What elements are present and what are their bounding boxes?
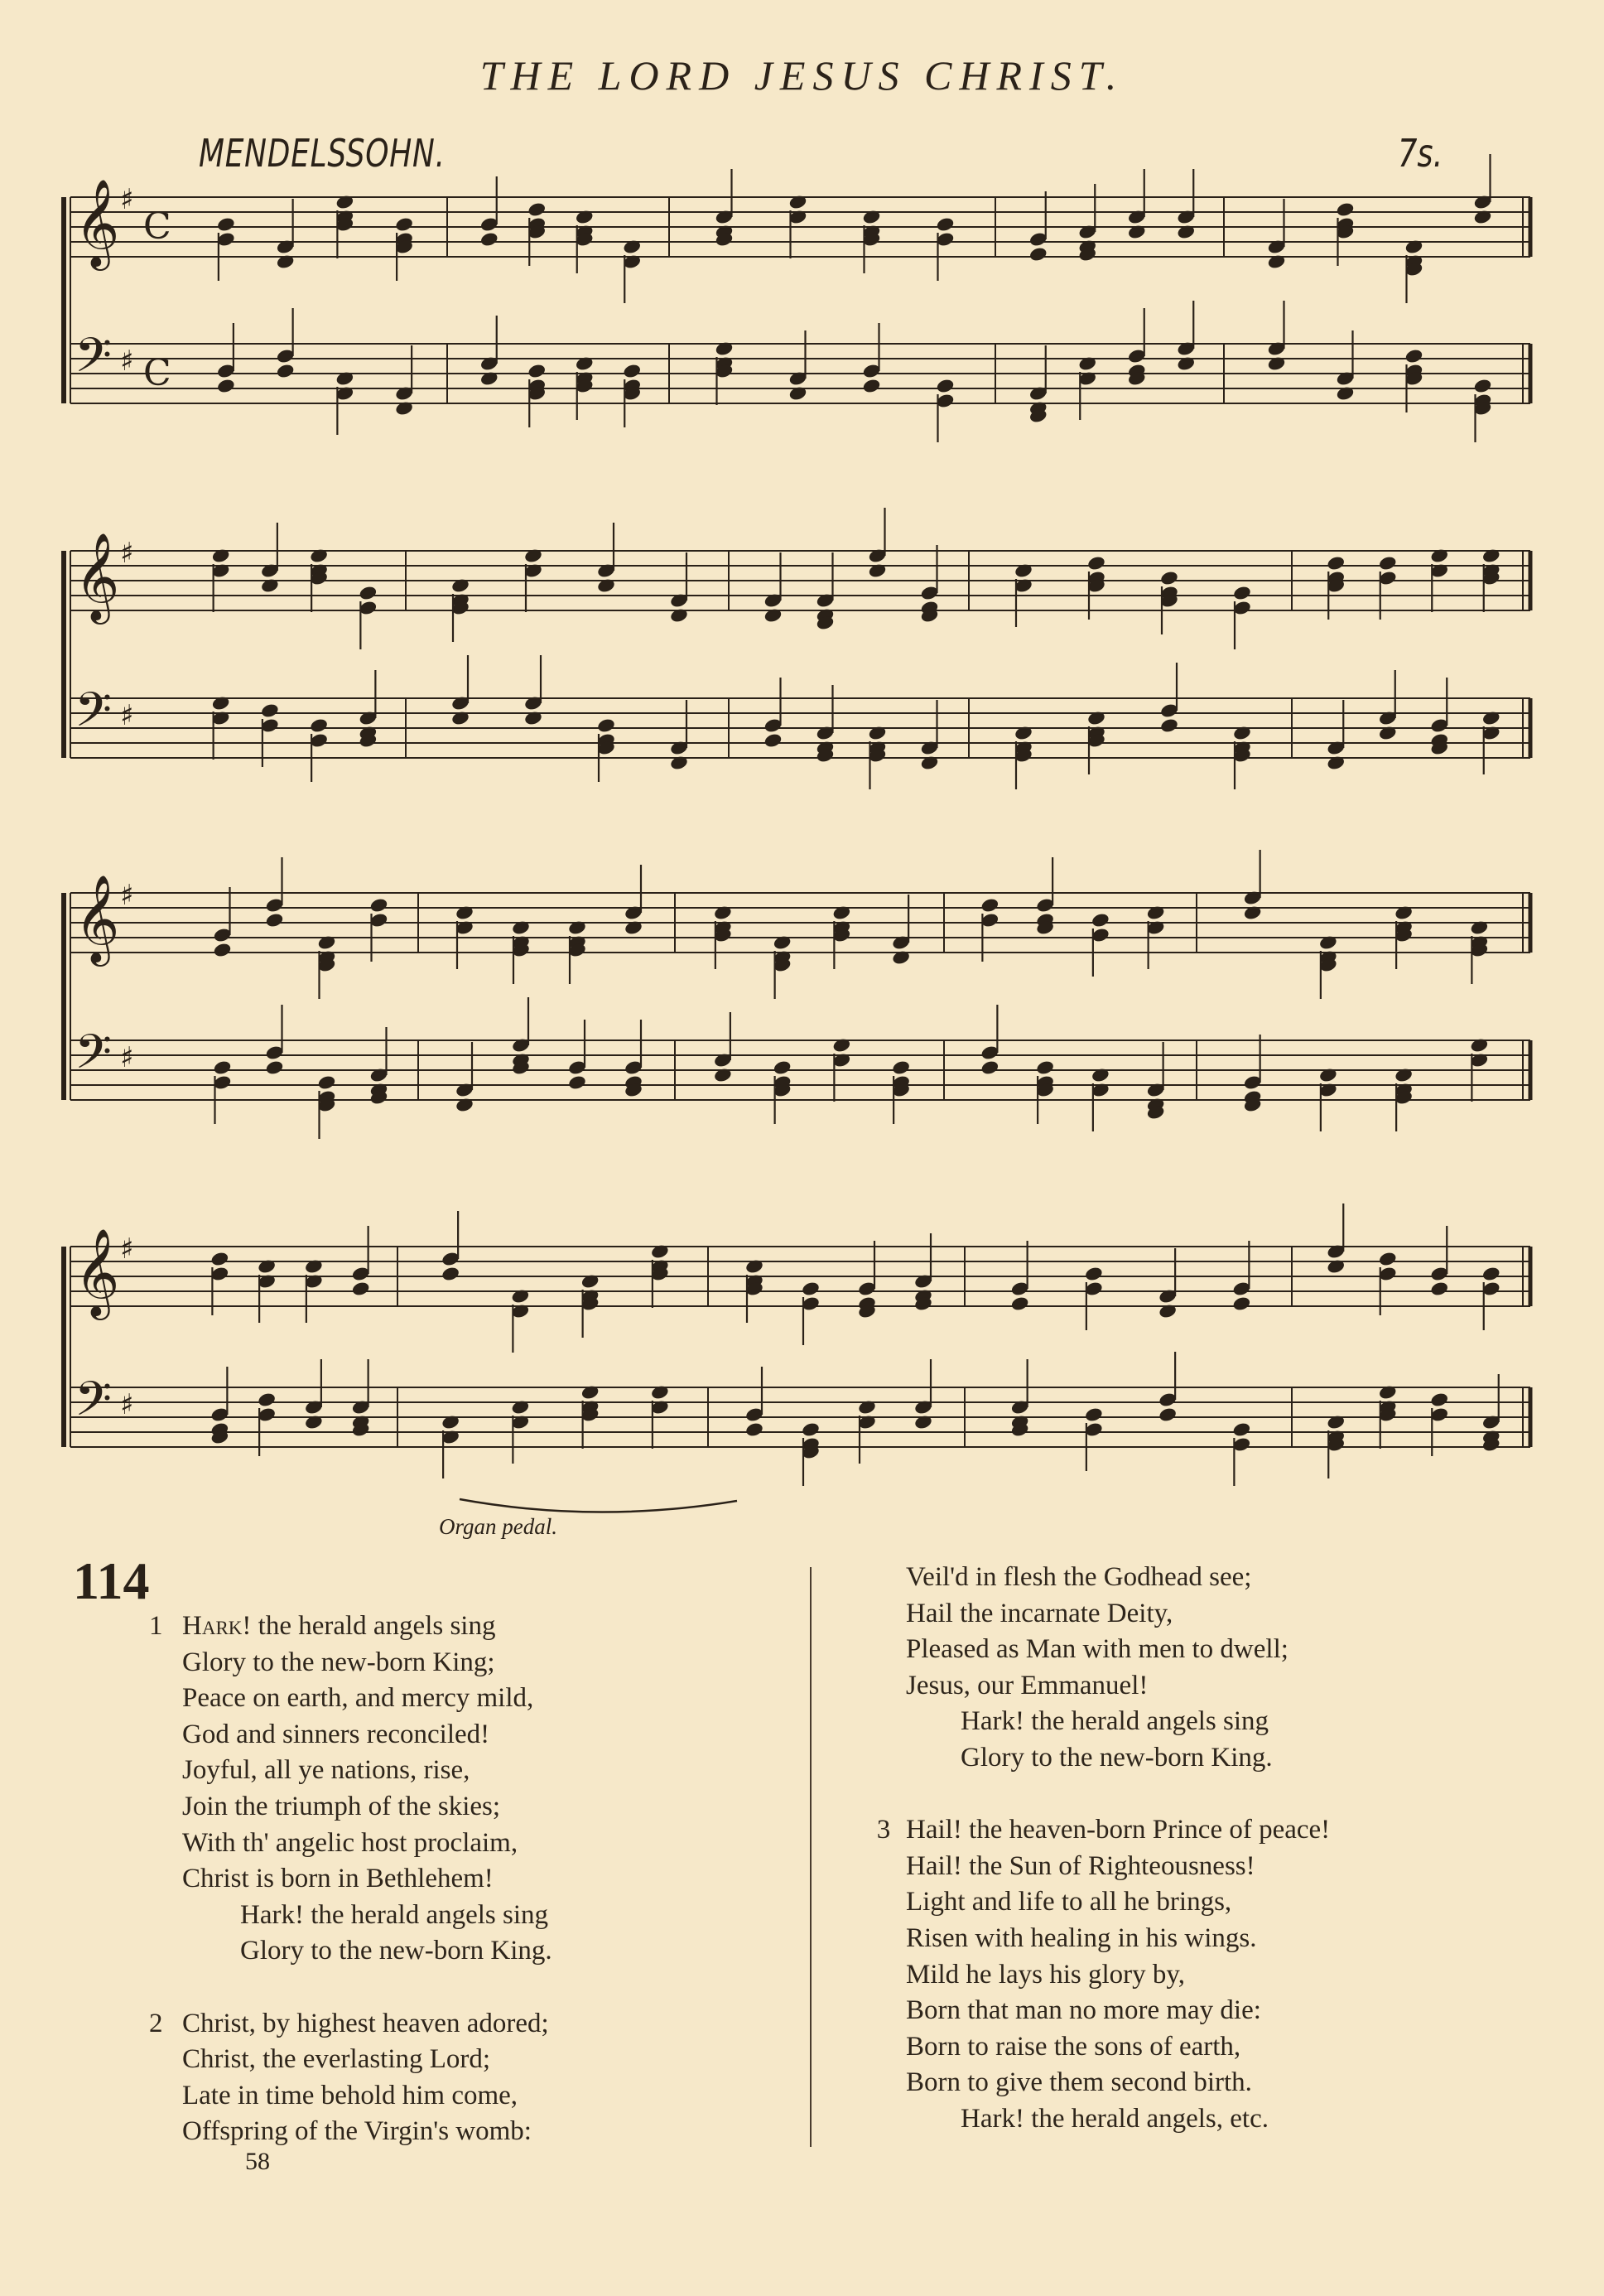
note-head bbox=[1084, 1266, 1104, 1282]
note-head bbox=[216, 216, 236, 233]
note-head bbox=[1232, 585, 1252, 601]
verse-refrain-line: Glory to the new-born King. bbox=[240, 1936, 552, 1966]
verse-line: Offspring of the Virgin's womb: bbox=[182, 2116, 532, 2147]
note-head bbox=[257, 1392, 277, 1408]
page-number: 58 bbox=[245, 2148, 270, 2175]
note-head bbox=[773, 1059, 792, 1076]
note-head bbox=[309, 717, 329, 734]
verse-line bbox=[861, 1812, 1330, 1849]
verse-line: Born to give them second birth. bbox=[906, 2067, 1252, 2098]
clef-symbol: 𝄢 bbox=[75, 1371, 113, 1439]
verse-line: Born to raise the sons of earth, bbox=[906, 2031, 1241, 2062]
note-head bbox=[369, 897, 389, 914]
note-head bbox=[1159, 717, 1179, 734]
verse-first-word: Hark bbox=[182, 1611, 243, 1641]
clef-symbol: 𝄞 bbox=[75, 1228, 120, 1316]
note-head bbox=[801, 1281, 821, 1297]
verse-line: Christ, the everlasting Lord; bbox=[182, 2044, 491, 2075]
note-head bbox=[801, 1421, 821, 1438]
key-signature: ♯ bbox=[120, 1041, 134, 1074]
verse-line: Joyful, all ye nations, rise, bbox=[182, 1755, 470, 1786]
note-head bbox=[265, 1059, 285, 1076]
note-head bbox=[1086, 555, 1106, 572]
clef-symbol: 𝄞 bbox=[75, 532, 120, 620]
verse-line bbox=[149, 1609, 552, 1645]
verse-line: Christ is born in Bethlehem! bbox=[182, 1864, 494, 1894]
note-head bbox=[1159, 570, 1179, 586]
note-head bbox=[1010, 1295, 1030, 1312]
note-head bbox=[1084, 1406, 1104, 1423]
clef-symbol: 𝄢 bbox=[75, 1024, 113, 1092]
verse-column-right bbox=[861, 1560, 1330, 2138]
time-signature: C bbox=[143, 205, 171, 248]
note-head bbox=[317, 1074, 337, 1091]
tune-composer: MENDELSSOHN. bbox=[199, 131, 446, 176]
note-head bbox=[213, 942, 233, 958]
note-head bbox=[527, 363, 547, 379]
note-head bbox=[596, 717, 616, 734]
verse-line: Mild he lays his glory by, bbox=[906, 1959, 1186, 1990]
verse-refrain-line: Hark! the herald angels sing bbox=[240, 1899, 549, 1930]
verse-column-left bbox=[149, 1609, 552, 2150]
verse-line: Born that man no more may die: bbox=[906, 1995, 1261, 2026]
note-head bbox=[359, 585, 378, 601]
verse-line: With th' angelic host proclaim, bbox=[182, 1827, 518, 1858]
verse-line: Peace on earth, and mercy mild, bbox=[182, 1683, 534, 1714]
verse-line: Glory to the new-born King; bbox=[182, 1647, 495, 1677]
note-head bbox=[1028, 246, 1048, 263]
note-head bbox=[891, 1059, 911, 1076]
tune-meter: 7s. bbox=[1398, 131, 1443, 176]
clef-symbol: 𝄢 bbox=[75, 327, 113, 395]
verse-line: Late in time behold him come, bbox=[182, 2080, 518, 2110]
verse-line: Veil'd in flesh the Godhead see; bbox=[906, 1562, 1252, 1592]
clef-symbol: 𝄢 bbox=[75, 682, 113, 750]
note-head bbox=[351, 1281, 371, 1297]
note-head bbox=[479, 231, 499, 248]
note-head bbox=[276, 363, 296, 379]
note-head bbox=[527, 201, 547, 218]
verse-refrain-line: Glory to the new-born King. bbox=[961, 1742, 1273, 1773]
note-head bbox=[622, 363, 642, 379]
note-head bbox=[1326, 555, 1346, 572]
verse-line: Join the triumph of the skies; bbox=[182, 1791, 501, 1821]
key-signature: ♯ bbox=[120, 699, 134, 732]
verse-line: God and sinners reconciled! bbox=[182, 1719, 490, 1749]
note-head bbox=[936, 378, 956, 394]
note-head bbox=[862, 378, 882, 394]
note-head bbox=[1091, 912, 1110, 929]
pedal-slur bbox=[460, 1499, 737, 1512]
verse-refrain-line: Hark! the herald angels, etc. bbox=[961, 2103, 1269, 2134]
note-head bbox=[1232, 1421, 1252, 1438]
key-signature: ♯ bbox=[120, 1232, 134, 1266]
note-head bbox=[441, 1266, 460, 1282]
note-head bbox=[1232, 1295, 1252, 1312]
verse-line: Pleased as Man with men to dwell; bbox=[906, 1634, 1288, 1665]
verse-line: Light and life to all he brings, bbox=[906, 1887, 1232, 1917]
note-head bbox=[763, 732, 783, 749]
note-head bbox=[1473, 378, 1493, 394]
note-head bbox=[1429, 1281, 1449, 1297]
note-head bbox=[980, 897, 1000, 914]
verse-line bbox=[149, 2006, 552, 2043]
verse-line-text: ! the herald angels sing bbox=[242, 1611, 496, 1641]
note-head bbox=[744, 1421, 764, 1438]
note-head bbox=[1035, 1059, 1055, 1076]
verse-number: 1 bbox=[149, 1611, 163, 1641]
column-divider bbox=[810, 1567, 812, 2147]
key-signature: ♯ bbox=[120, 537, 134, 570]
verse-number: 2 bbox=[149, 2008, 163, 2038]
key-signature: ♯ bbox=[120, 1388, 134, 1421]
key-signature: ♯ bbox=[120, 183, 134, 216]
note-head bbox=[213, 1059, 233, 1076]
organ-pedal-marking: Organ pedal. bbox=[439, 1514, 557, 1539]
note-head bbox=[1378, 1251, 1398, 1267]
note-head bbox=[394, 216, 414, 233]
note-head bbox=[980, 1059, 1000, 1076]
clef-symbol: 𝄞 bbox=[75, 178, 120, 267]
time-signature: C bbox=[143, 352, 171, 394]
verse-number: 3 bbox=[876, 1815, 891, 1845]
verse-line: Jesus, our Emmanuel! bbox=[906, 1670, 1149, 1700]
note-head bbox=[210, 1251, 230, 1267]
hymn-number: 114 bbox=[73, 1551, 150, 1610]
clef-symbol: 𝄞 bbox=[75, 874, 120, 962]
verse-line-text: Christ, by highest heaven adored; bbox=[182, 2008, 549, 2038]
note-head bbox=[1336, 201, 1356, 218]
verse-line-text: Hail! the heaven-born Prince of peace! bbox=[906, 1815, 1331, 1845]
note-head bbox=[1481, 1266, 1501, 1282]
note-head bbox=[1429, 1392, 1449, 1408]
running-title: THE LORD JESUS CHRIST. bbox=[479, 52, 1125, 99]
note-head bbox=[265, 912, 285, 929]
verse-line: Hail! the Sun of Righteousness! bbox=[906, 1850, 1255, 1881]
note-head bbox=[1158, 1406, 1178, 1423]
note-head bbox=[936, 216, 956, 233]
note-head bbox=[1378, 555, 1398, 572]
note-head bbox=[1404, 348, 1424, 364]
verse-line: Hail the incarnate Deity, bbox=[906, 1598, 1173, 1628]
note-head bbox=[567, 1074, 587, 1091]
verse-line: Risen with healing in his wings. bbox=[906, 1922, 1257, 1953]
key-signature: ♯ bbox=[120, 345, 134, 378]
key-signature: ♯ bbox=[120, 879, 134, 912]
note-head bbox=[260, 702, 280, 719]
note-head bbox=[216, 378, 236, 394]
verse-refrain-line: Hark! the herald angels sing bbox=[961, 1706, 1269, 1737]
